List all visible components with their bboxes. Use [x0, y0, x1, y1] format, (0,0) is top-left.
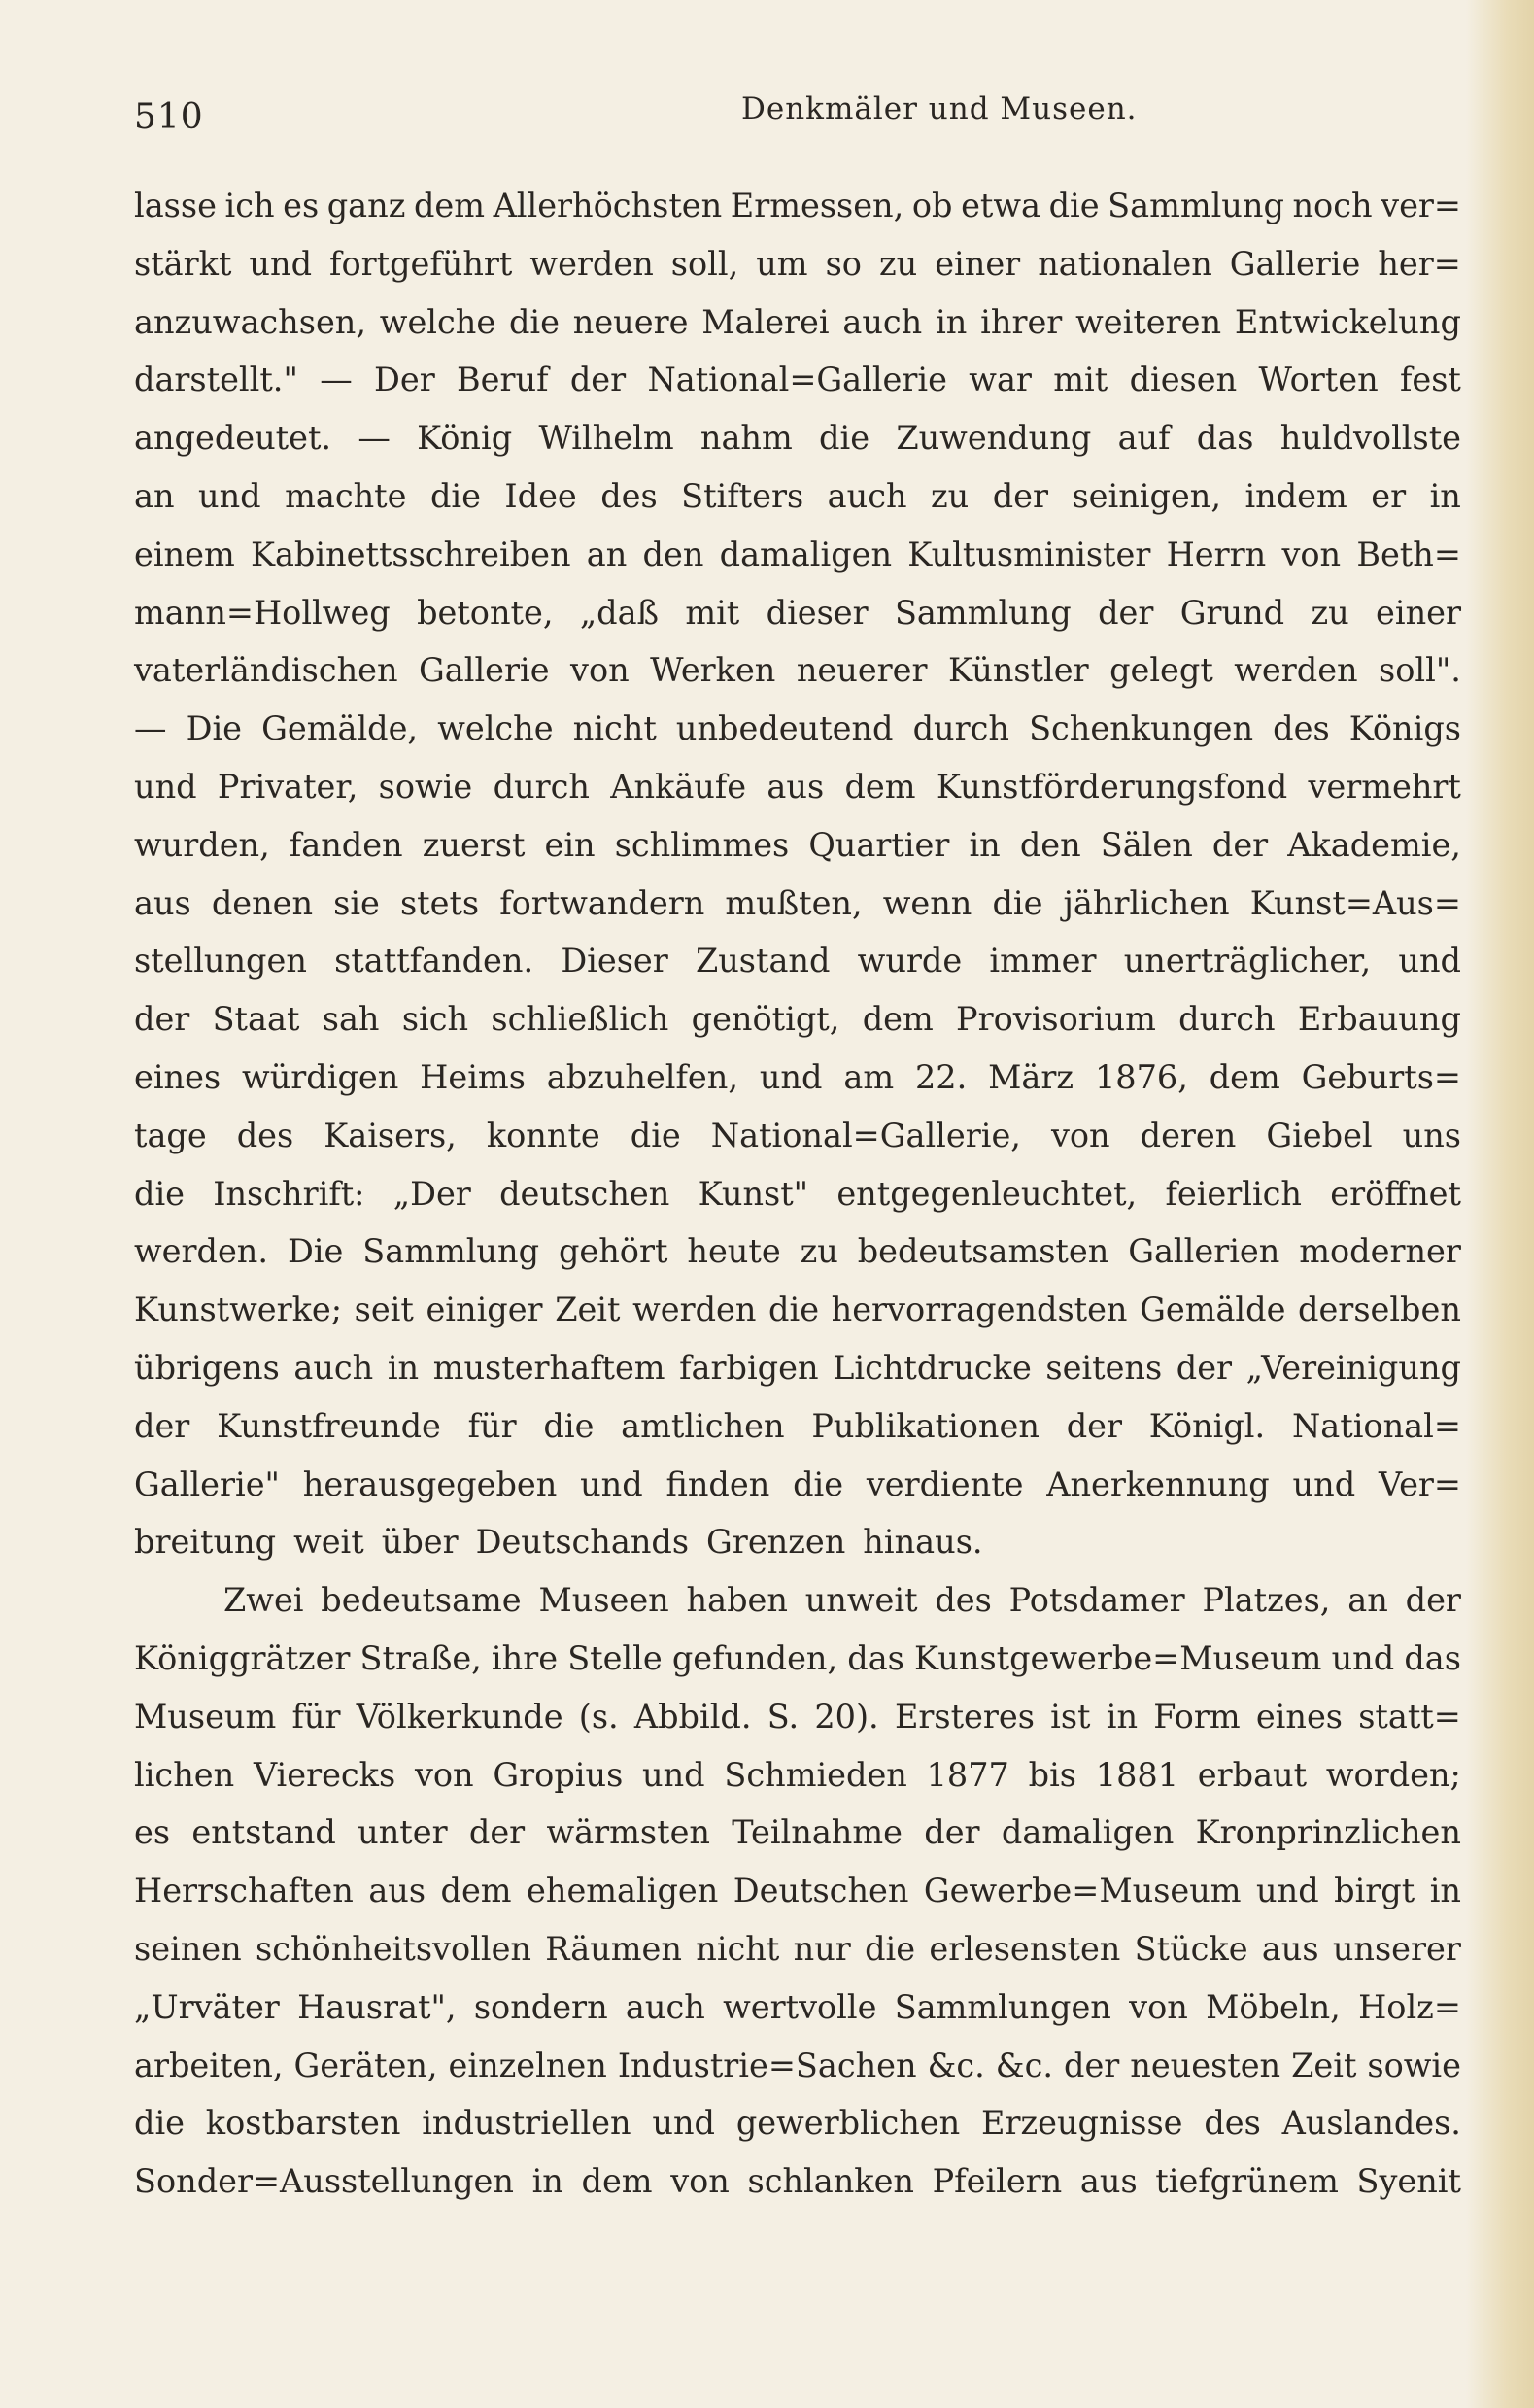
text-line: anzuwachsen, welche die neuere Malerei auch in ihrer weiteren Entwickelung: [134, 302, 1461, 341]
page-edge-shadow: [1466, 0, 1534, 2408]
text-line: eines würdigen Heims abzuhelfen, und am 22. März 1876, dem Geburts=: [134, 1057, 1461, 1096]
text-line: Königgrätzer Straße, ihre Stelle gefunden, das Kunstgewerbe=Museum und das: [134, 1638, 1461, 1677]
text-line: seinen schönheitsvollen Räumen nicht nur die erlesensten Stücke aus unserer: [134, 1929, 1461, 1968]
text-line: der Kunstfreunde für die amtlichen Publikationen der Königl. National=: [134, 1406, 1461, 1445]
text-line: es entstand unter der wärmsten Teilnahme der damaligen Kronprinzlichen: [134, 1813, 1461, 1852]
text-line: Gallerie" herausgegeben und finden die verdiente Anerkennung und Ver=: [134, 1464, 1461, 1503]
text-line: wurden, fanden zuerst ein schlimmes Quartier in den Sälen der Akademie,: [134, 825, 1461, 864]
text-line: vaterländischen Gallerie von Werken neuerer Künstler gelegt werden soll".: [134, 651, 1461, 690]
text-line: darstellt." — Der Beruf der National=Gallerie war mit diesen Worten fest: [134, 361, 1461, 399]
text-line: übrigens auch in musterhaftem farbigen Lichtdrucke seitens der „Vereinigung: [134, 1348, 1461, 1387]
text-line: angedeutet. — König Wilhelm nahm die Zuwendung auf das huldvollste: [134, 419, 1461, 458]
text-line: tage des Kaisers, konnte die National=Gallerie, von deren Giebel uns: [134, 1116, 1461, 1154]
text-line: stellungen stattfanden. Dieser Zustand wurde immer unerträglicher, und: [134, 942, 1461, 980]
running-title: Denkmäler und Museen.: [741, 91, 1138, 126]
body-text: [134, 177, 1461, 2211]
text-line: die Inschrift: „Der deutschen Kunst" entgegenleuchtet, feierlich eröffnet: [134, 1174, 1461, 1213]
page-number: 510: [134, 97, 204, 137]
text-line: mann=Hollweg betonte, „daß mit dieser Sammlung der Grund zu einer: [134, 593, 1461, 632]
text-line: Museum für Völkerkunde (s. Abbild. S. 20). Ersteres ist in Form eines statt=: [134, 1697, 1461, 1736]
text-line: stärkt und fortgeführt werden soll, um so zu einer nationalen Gallerie her=: [134, 244, 1461, 283]
text-line: „Urväter Hausrat", sondern auch wertvolle Sammlungen von Möbeln, Holz=: [134, 1987, 1461, 2026]
text-line: aus denen sie stets fortwandern mußten, wenn die jährlichen Kunst=Aus=: [134, 883, 1461, 922]
text-line: Zwei bedeutsame Museen haben unweit des Potsdamer Platzes, an der: [223, 1581, 1461, 1620]
text-line: lasse ich es ganz dem Allerhöchsten Ermessen, ob etwa die Sammlung noch ver=: [134, 187, 1461, 224]
text-line: — Die Gemälde, welche nicht unbedeutend durch Schenkungen des Königs: [134, 709, 1461, 748]
text-line: breitung weit über Deutschands Grenzen hinaus.: [134, 1523, 983, 1562]
text-line: an und machte die Idee des Stifters auch zu der seinigen, indem er in: [134, 476, 1461, 515]
text-line: Herrschaften aus dem ehemaligen Deutschen Gewerbe=Museum und birgt in: [134, 1872, 1461, 1910]
text-line: arbeiten, Geräten, einzelnen Industrie=Sachen &c. &c. der neuesten Zeit sowie: [134, 2046, 1461, 2084]
text-line: werden. Die Sammlung gehört heute zu bedeutsamsten Gallerien moderner: [134, 1232, 1461, 1271]
text-line: der Staat sah sich schließlich genötigt, dem Provisorium durch Erbauung: [134, 1000, 1461, 1039]
text-line: einem Kabinettsschreiben an den damaligen Kultusminister Herrn von Beth=: [134, 534, 1461, 573]
text-line: lichen Vierecks von Gropius und Schmieden 1877 bis 1881 erbaut worden;: [134, 1755, 1461, 1794]
text-line: und Privater, sowie durch Ankäufe aus dem Kunstförderungsfond vermehrt: [134, 767, 1461, 806]
page-header: [134, 89, 1455, 148]
text-line: Kunstwerke; seit einiger Zeit werden die hervorragendsten Gemälde derselben: [134, 1290, 1461, 1329]
text-line: Sonder=Ausstellungen in dem von schlanken Pfeilern aus tiefgrünem Syenit: [134, 2162, 1461, 2201]
text-line: die kostbarsten industriellen und gewerblichen Erzeugnisse des Auslandes.: [134, 2104, 1461, 2143]
